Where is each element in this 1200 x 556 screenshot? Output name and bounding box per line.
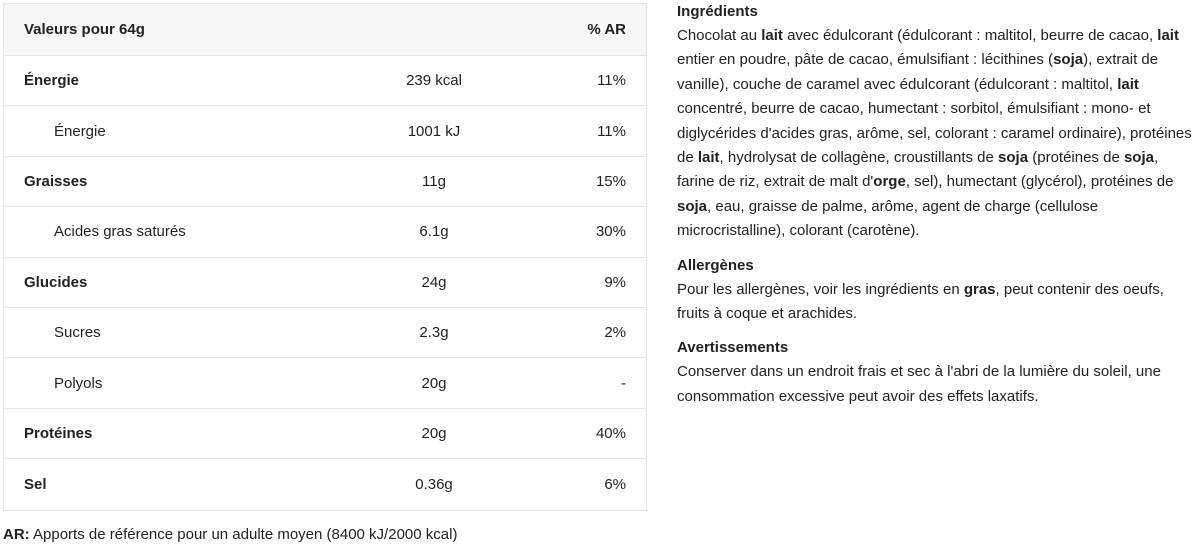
nutrition-table-header — [4, 4, 646, 56]
nutrition-row — [4, 409, 646, 459]
bold-allergen: lait — [697, 149, 720, 167]
nutrient-ar: 30% — [595, 223, 626, 241]
nutrition-row — [4, 106, 646, 156]
nutrient-amount: 11g — [422, 172, 446, 190]
nutrient-amount: 239 kcal — [406, 72, 462, 90]
bold-allergen: lait — [1117, 75, 1139, 93]
text-segment: , eau, graisse de palme, arôme, agent de charge (cellulose microcristalline), colorant (carotène). — [677, 197, 1099, 240]
bold-allergen: soja — [1053, 51, 1084, 69]
nutrient-ar: 2% — [604, 324, 626, 342]
text-segment: , hydrolysat de collagène, croustillants de — [719, 149, 999, 167]
text-segment: concentré, beurre de cacao, humectant : sorbitol, émulsifiant : mono- et diglycérides d'acides gras, arôme, sel, colorant : caramel ordinaire), protéines de — [677, 100, 1192, 167]
nutrition-row — [4, 56, 646, 106]
text-segment: (protéines de — [1028, 149, 1124, 167]
nutrient-name: Acides gras saturés — [54, 223, 186, 241]
nutrient-amount: 2.3g — [419, 324, 449, 342]
footnote-abbr: AR: — [3, 526, 30, 543]
nutrition-row — [4, 358, 646, 408]
header-ar: % AR — [587, 21, 626, 38]
nutrient-name: Énergie — [54, 122, 106, 140]
bold-allergen: soja — [998, 149, 1029, 167]
nutrition-row — [4, 207, 646, 257]
nutrient-amount: 20g — [421, 424, 447, 442]
footnote-text: Apports de référence pour un adulte moyen (8400 kJ/2000 kcal) — [29, 526, 458, 543]
nutrient-name: Sel — [24, 475, 47, 493]
nutrient-name: Polyols — [54, 374, 103, 392]
nutrient-ar: 15% — [595, 172, 626, 190]
nutrient-name: Sucres — [54, 324, 101, 342]
text-segment: entier en poudre, pâte de cacao, émulsifiant : lécithines ( — [677, 51, 1054, 69]
allergens-text — [677, 278, 1192, 327]
ingredients-text — [677, 24, 1192, 244]
nutrient-name: Énergie — [24, 72, 80, 90]
allergens-title: Allergènes — [677, 256, 754, 274]
warnings-title: Avertissements — [677, 339, 789, 357]
warnings-text — [677, 360, 1192, 409]
nutrient-ar: 9% — [604, 273, 626, 291]
nutrient-ar: 40% — [595, 424, 626, 442]
bold-allergen: soja — [1123, 149, 1154, 167]
product-info — [677, 0, 1192, 419]
nutrient-name: Graisses — [24, 172, 88, 190]
nutrient-amount: 20g — [421, 374, 447, 392]
nutrient-amount: 1001 kJ — [407, 122, 461, 140]
nutrition-row — [4, 157, 646, 207]
nutrient-ar: 6% — [604, 475, 626, 493]
nutrient-amount: 24g — [421, 273, 447, 291]
text-segment: ), extrait de vanille), couche de caramel avec édulcorant (édulcorant : maltitol, — [677, 51, 1159, 93]
bold-allergen: gras — [963, 280, 996, 298]
bold-allergen: orge — [873, 173, 906, 191]
bold-allergen: soja — [677, 197, 708, 215]
text-segment: avec édulcorant (édulcorant : maltitol, beurre de cacao, — [782, 27, 1158, 44]
nutrition-row — [4, 308, 646, 358]
text-segment: , farine de riz, extrait de malt d' — [677, 149, 1159, 191]
text-segment: Conserver dans un endroit frais et sec à l'abri de la lumière du soleil, une consommation excessive peut avoir des effets laxatifs. — [677, 363, 1161, 405]
nutrient-name: Glucides — [24, 273, 88, 291]
footnote — [3, 526, 457, 543]
bold-allergen: lait — [761, 27, 783, 44]
nutrient-name: Protéines — [24, 424, 93, 442]
bold-allergen: lait — [1157, 27, 1179, 44]
text-segment: , sel), humectant (glycérol), protéines de — [905, 173, 1174, 191]
text-segment: , peut contenir des oeufs, fruits à coque et arachides. — [677, 280, 1164, 323]
nutrient-ar: 11% — [597, 122, 626, 140]
text-segment: Chocolat au — [677, 27, 762, 44]
nutrient-amount: 6.1g — [419, 223, 449, 241]
nutrient-amount: 0.36g — [415, 475, 453, 493]
header-label: Valeurs pour 64g — [24, 21, 145, 38]
nutrient-ar: 11% — [597, 72, 626, 90]
nutrition-row — [4, 459, 646, 509]
nutrient-ar: - — [621, 374, 626, 392]
nutrition-table — [3, 3, 647, 511]
text-segment: Pour les allergènes, voir les ingrédients en — [677, 280, 964, 298]
ingredients-title: Ingrédients — [677, 3, 758, 20]
nutrition-row — [4, 258, 646, 308]
